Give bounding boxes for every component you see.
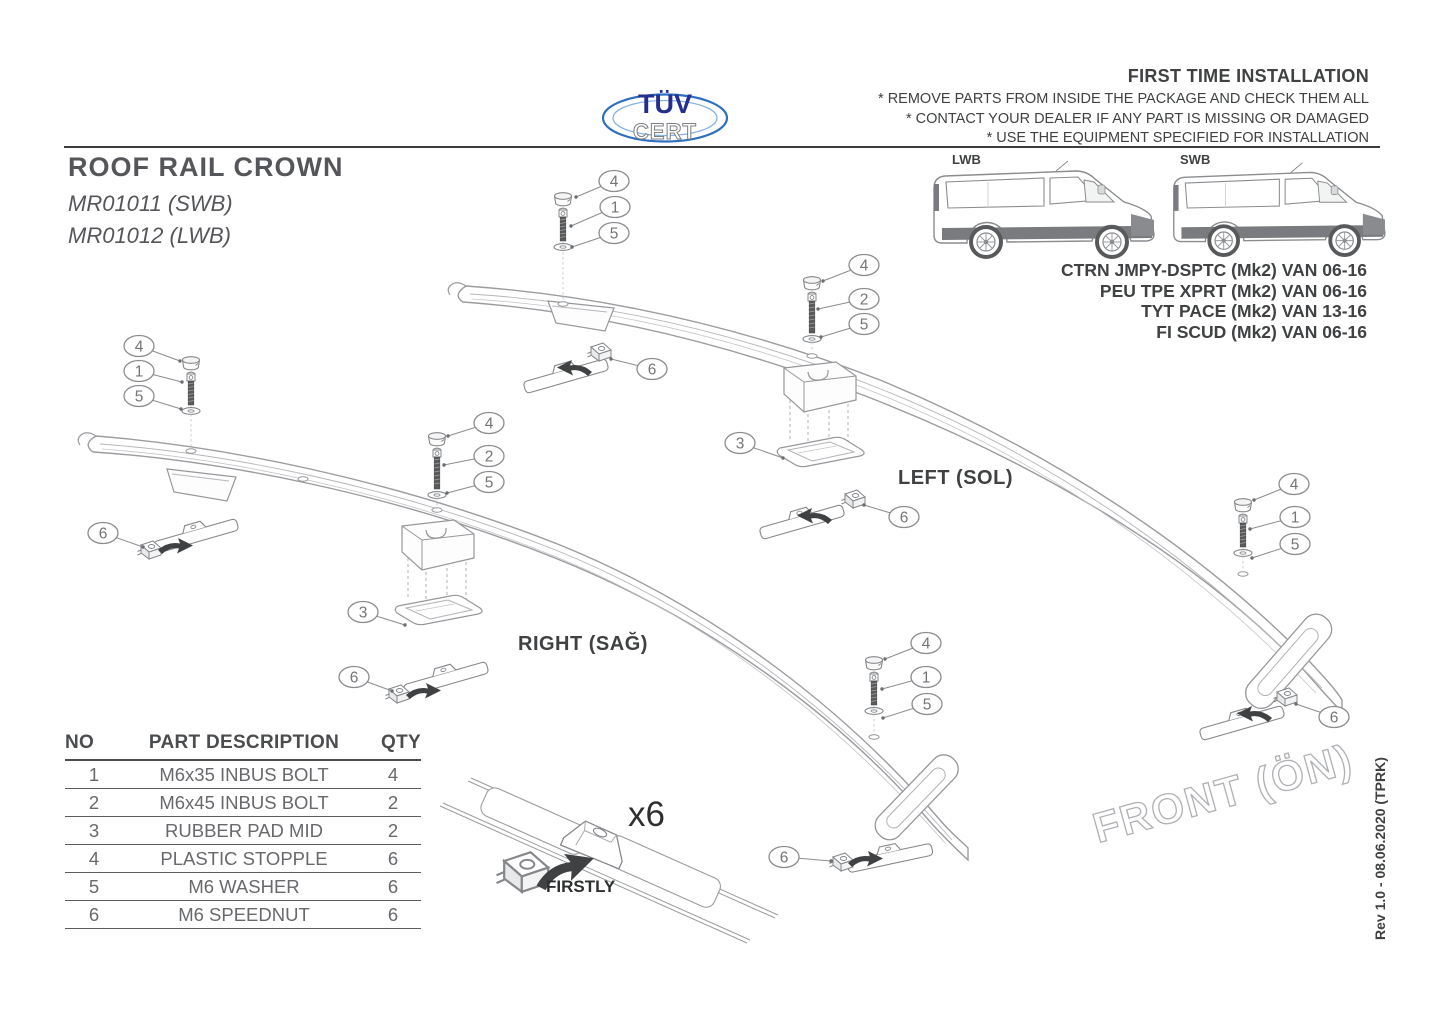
- callout-number: 6: [349, 669, 359, 687]
- table-row: [65, 845, 421, 873]
- van-lwb: [934, 161, 1154, 257]
- callout-6: [769, 847, 833, 868]
- callout-4: [821, 255, 879, 283]
- callout-number: 5: [1290, 536, 1300, 554]
- callout-number: 2: [484, 448, 494, 466]
- col-header-qty: QTY: [365, 732, 421, 760]
- lwb-van-label: LWB: [952, 152, 981, 167]
- table-cell: M6 SPEEDNUT: [123, 901, 365, 929]
- parts-table: [65, 732, 421, 929]
- page-title: ROOF RAIL CROWN: [68, 152, 344, 182]
- callout-number: 4: [1289, 476, 1299, 494]
- table-cell: RUBBER PAD MID: [123, 817, 365, 845]
- table-cell: 6: [365, 901, 421, 929]
- callout-number: 5: [922, 696, 932, 714]
- callout-number: 2: [859, 291, 869, 309]
- van-swb: [1174, 163, 1385, 255]
- table-row: [65, 760, 421, 789]
- callout-number: 4: [921, 635, 931, 653]
- table-cell: 2: [65, 789, 123, 817]
- table-cell: 2: [365, 817, 421, 845]
- callout-number: 5: [134, 388, 144, 406]
- col-header-no: NO: [65, 732, 123, 760]
- table-cell: 1: [65, 760, 123, 789]
- callout-number: 1: [921, 669, 931, 687]
- callout-number: 4: [134, 338, 144, 356]
- callout-number: 5: [859, 316, 869, 334]
- logo-tuv-text: TÜV: [638, 89, 692, 119]
- callout-6: [862, 503, 919, 527]
- mid-mount-left: [777, 362, 864, 467]
- mid-mount-right: [395, 520, 482, 625]
- table-cell: M6x35 INBUS BOLT: [123, 760, 365, 789]
- callout-number: 1: [134, 363, 144, 381]
- table-cell: 6: [65, 901, 123, 929]
- table-cell: PLASTIC STOPPLE: [123, 845, 365, 873]
- compat-line: PEU TPE XPRT (Mk2) VAN 06-16: [1099, 280, 1367, 301]
- compat-line: FI SCUD (Mk2) VAN 06-16: [1156, 321, 1367, 342]
- callout-2: [816, 289, 879, 311]
- table-cell: 6: [365, 845, 421, 873]
- installation-notes: [878, 90, 1369, 149]
- callout-5: [819, 314, 879, 339]
- logo-cert-text: CERT: [633, 119, 697, 144]
- callout-4: [124, 336, 182, 363]
- callout-5: [445, 472, 504, 495]
- callout-5: [1250, 534, 1310, 560]
- callout-number: 4: [484, 415, 494, 433]
- callout-number: 5: [609, 225, 619, 243]
- callout-number: 6: [647, 361, 657, 379]
- callout-4: [1252, 474, 1309, 502]
- table-cell: 5: [65, 873, 123, 901]
- callout-number: 6: [779, 849, 789, 867]
- callout-4: [574, 171, 629, 199]
- callout-number: 6: [899, 509, 909, 527]
- table-cell: 2: [365, 789, 421, 817]
- left-side-label: LEFT (SOL): [898, 467, 1013, 489]
- callout-5: [881, 694, 942, 720]
- table-cell: 6: [365, 873, 421, 901]
- table-row: [65, 817, 421, 845]
- callout-5: [124, 386, 183, 411]
- table-cell: M6x45 INBUS BOLT: [123, 789, 365, 817]
- revision-label: Rev 1.0 - 08.06.2020 (TPRK): [1372, 757, 1388, 940]
- compat-line: TYT PACE (Mk2) VAN 13-16: [1141, 301, 1367, 321]
- callout-6: [88, 523, 145, 549]
- table-row: [65, 789, 421, 817]
- note-line: * CONTACT YOUR DEALER IF ANY PART IS MISSING OR DAMAGED: [905, 110, 1369, 127]
- note-line: * REMOVE PARTS FROM INSIDE THE PACKAGE AND CHECK THEM ALL: [878, 91, 1369, 107]
- col-header-description: PART DESCRIPTION: [123, 732, 365, 760]
- quantity-multiplier-label: x6: [628, 795, 665, 834]
- callout-5: [570, 223, 629, 249]
- callout-number: 3: [735, 435, 745, 453]
- table-cell: 3: [65, 817, 123, 845]
- callout-4: [883, 633, 941, 661]
- callout-6: [339, 667, 394, 693]
- callout-1: [1248, 507, 1310, 531]
- table-row: [65, 873, 421, 901]
- table-cell: M6 WASHER: [123, 873, 365, 901]
- header-divider: [64, 146, 1380, 148]
- callout-number: 5: [484, 474, 494, 492]
- table-row: [65, 901, 421, 929]
- callout-4: [446, 413, 504, 438]
- compat-line: CTRN JMPY-DSPTC (Mk2) VAN 06-16: [1061, 260, 1367, 280]
- product-code-swb: MR01011 (SWB): [68, 191, 233, 216]
- parts-table-body: [65, 760, 421, 929]
- right-side-label: RIGHT (SAĞ): [518, 633, 648, 655]
- table-cell: 4: [65, 845, 123, 873]
- callout-number: 1: [1290, 509, 1300, 527]
- table-cell: 4: [365, 760, 421, 789]
- callout-1: [124, 361, 184, 384]
- callout-number: 4: [609, 173, 619, 191]
- swb-van-label: SWB: [1180, 152, 1211, 167]
- parts-table-header: [65, 732, 421, 760]
- tuv-cert-logo: [598, 76, 734, 148]
- callout-3: [725, 433, 785, 460]
- firstly-label: FIRSTLY: [546, 877, 616, 896]
- callout-number: 1: [610, 199, 620, 217]
- callout-6: [609, 357, 667, 379]
- callout-1: [880, 667, 941, 691]
- callout-number: 4: [859, 257, 869, 275]
- firstly-detail: [440, 778, 778, 943]
- callout-number: 3: [358, 604, 368, 622]
- front-direction-label: FRONT (ÖN): [1087, 734, 1358, 852]
- note-line: * USE THE EQUIPMENT SPECIFIED FOR INSTALLATION: [986, 130, 1369, 146]
- callout-number: 6: [1329, 709, 1339, 727]
- callout-2: [442, 446, 504, 467]
- product-code-lwb: MR01012 (LWB): [68, 223, 232, 248]
- vehicle-compatibility-list: [1061, 260, 1367, 342]
- callout-number: 6: [98, 525, 108, 543]
- first-time-installation-title: FIRST TIME INSTALLATION: [1127, 66, 1369, 86]
